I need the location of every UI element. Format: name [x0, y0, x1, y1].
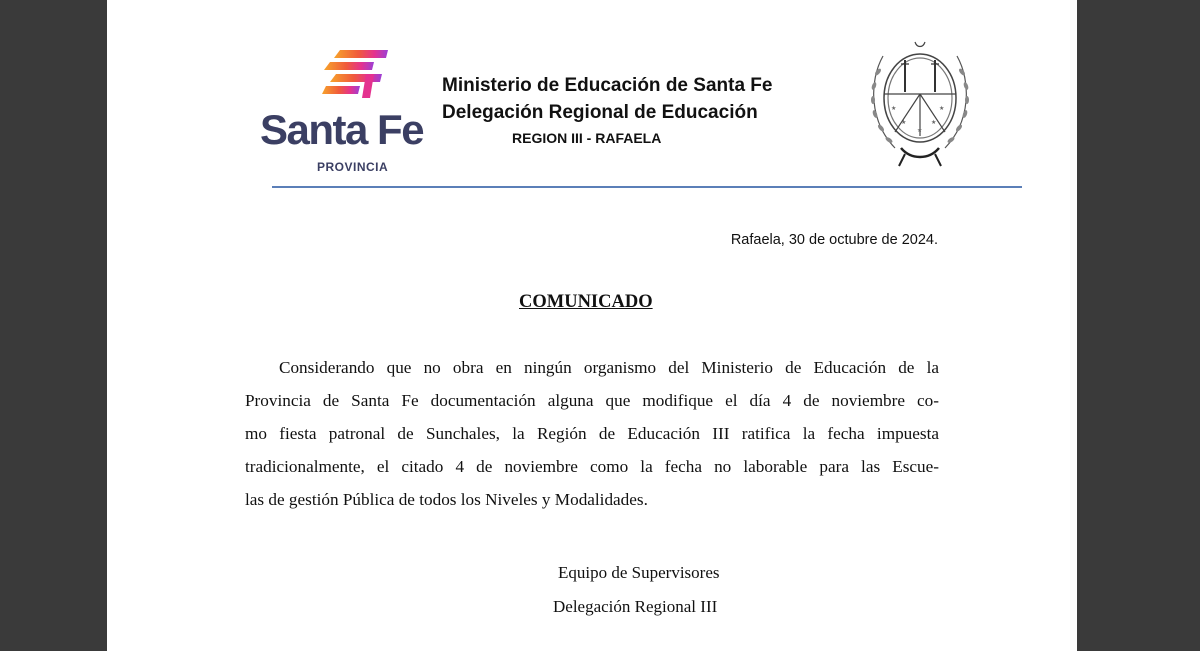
body-line: las de gestión Pública de todos los Niveles y Modalidades.: [245, 490, 648, 509]
signature-delegation: Delegación Regional III: [553, 597, 718, 616]
signature-team: Equipo de Supervisores: [558, 563, 720, 582]
document-page: [107, 0, 1077, 651]
svg-text:★: ★: [939, 105, 945, 112]
coat-of-arms-icon: [865, 36, 975, 170]
document-date: Rafaela, 30 de octubre de 2024.: [730, 232, 938, 248]
body-line: mo fiesta patronal de Sunchales, la Región de Educación III ratifica la fecha impuesta: [245, 424, 939, 443]
svg-text:★: ★: [901, 119, 907, 126]
logo-subtitle: PROVINCIA: [317, 160, 389, 174]
body-line: Provincia de Santa Fe documentación alguna que modifique el día 4 de noviembre co-: [245, 391, 939, 410]
svg-text:★: ★: [917, 127, 923, 134]
svg-text:★: ★: [891, 105, 897, 112]
body-line: tradicionalmente, el citado 4 de noviembre como la fecha no laborable para las Escue-: [245, 457, 939, 476]
delegation-title: Delegación Regional de Educación: [442, 102, 758, 123]
santa-fe-stripes-icon: [322, 48, 392, 100]
logo-wordmark: Santa Fe: [260, 106, 424, 153]
body-line: Considerando que no obra en ningún organismo del Ministerio de Educación de la: [279, 358, 939, 377]
ministry-title: Ministerio de Educación de Santa Fe: [442, 75, 773, 96]
header-divider: [272, 186, 1022, 188]
region-title: REGION III - RAFAELA: [512, 130, 662, 146]
svg-text:★: ★: [931, 119, 937, 126]
document-title: COMUNICADO: [519, 292, 653, 312]
